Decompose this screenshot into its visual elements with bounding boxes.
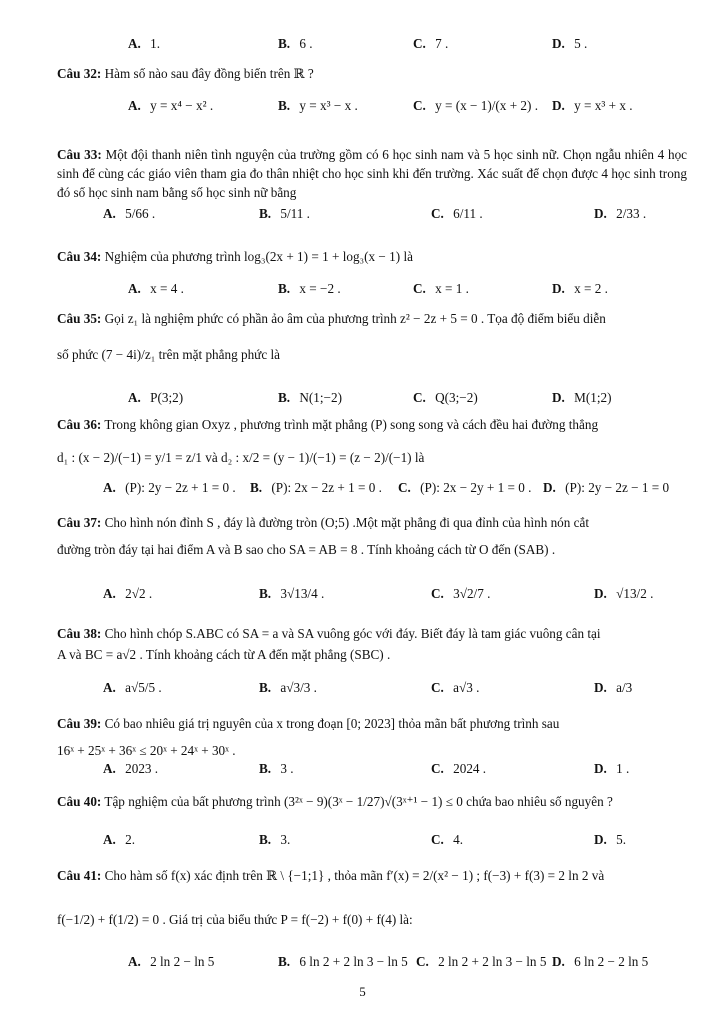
q39-stem-2: [57, 741, 687, 760]
q36-stem-2: [57, 448, 687, 467]
q40-option-b: B. 3.: [259, 832, 291, 847]
q41-option-a: A. 2 ln 2 − ln 5: [128, 954, 215, 969]
q41-text2: f(−1/2) + f(1/2) = 0 . Giá trị của biểu thức P = f(−2) + f(0) + f(4) là:: [57, 912, 413, 927]
q38-stem: [57, 624, 687, 643]
q35-text2: số phức (7 − 4i)/z₁ trên mặt phẳng phức là: [57, 347, 280, 362]
q36-option-b: B. (P): 2x − 2z + 1 = 0 .: [250, 480, 382, 495]
q40-option-d: D. 5.: [594, 832, 627, 847]
q35-option-b: B. N(1;−2): [278, 390, 342, 405]
q33-option-b: B. 5/11 .: [259, 206, 310, 221]
q33-stem: [57, 145, 687, 202]
q38-text1: Cho hình chóp S.ABC có SA = a và SA vuông góc với đáy. Biết đáy là tam giác vuông cân tại: [104, 626, 601, 641]
q35-stem: [57, 309, 687, 328]
q38-option-a: A. a√5/5 .: [103, 680, 162, 695]
q36-text2: d₁ : (x − 2)/(−1) = y/1 = z/1 và d₂ : x/2 = (y − 1)/(−1) = (z − 2)/(−1) là: [57, 450, 425, 465]
q38-options: [0, 680, 725, 704]
q40-text: Tập nghiệm của bất phương trình (3²ˣ − 9)(3ˣ − 1/27)√(3ˣ⁺¹ − 1) ≤ 0 chứa bao nhiêu số nguyên ?: [104, 794, 613, 809]
q40-options: [0, 832, 725, 856]
q37-option-d: D. √13/2 .: [594, 586, 654, 601]
q38-option-d: D. a/3: [594, 680, 633, 695]
q32-option-c: C. y = (x − 1)/(x + 2) .: [413, 98, 539, 113]
q37-stem: [57, 513, 687, 532]
q37-option-c: C. 3√2/7 .: [431, 586, 491, 601]
q37-text2: đường tròn đáy tại hai điểm A và B sao cho SA = AB = 8 . Tính khoảng cách từ O đến (SAB) .: [57, 542, 556, 557]
q36-options: [0, 480, 725, 504]
q35-option-a: A. P(3;2): [128, 390, 184, 405]
q41-option-c: C. 2 ln 2 + 2 ln 3 − ln 5: [416, 954, 547, 969]
q39-option-a: A. 2023 .: [103, 761, 159, 776]
q39-options: [0, 761, 725, 785]
q33-text: Một đội thanh niên tình nguyện của trường gồm có 6 học sinh nam và 5 học sinh nữ. Chọn ngẫu nhiên 4 học sinh để cùng các giáo viên tham gia đo thân nhiệt cho học sinh khi đến trường. Xác suất để chọn được 4 học sinh trong đó số học sinh nam bằng số học sinh nữ bằng: [57, 147, 688, 200]
q36-label: Câu 36:: [57, 417, 102, 432]
q31-option-c: C. 7 .: [413, 36, 449, 51]
q40-label: Câu 40:: [57, 794, 102, 809]
q41-stem: [57, 866, 687, 885]
q36-option-c: C. (P): 2x − 2y + 1 = 0 .: [398, 480, 532, 495]
q37-stem-2: [57, 540, 687, 559]
q39-option-b: B. 3 .: [259, 761, 294, 776]
page-number: 5: [359, 984, 366, 999]
q36-text1: Trong không gian Oxyz , phương trình mặt phẳng (P) song song và cách đều hai đường thẳng: [104, 417, 599, 432]
q31-option-a: A. 1.: [128, 36, 161, 51]
q33-options: [0, 206, 725, 230]
q32-options: [0, 98, 725, 122]
q40-option-c: C. 4.: [431, 832, 464, 847]
q31-option-d: D. 5 .: [552, 36, 588, 51]
q32-option-a: A. y = x⁴ − x² .: [128, 98, 214, 113]
q35-option-c: C. Q(3;−2): [413, 390, 478, 405]
q37-text1: Cho hình nón đỉnh S , đáy là đường tròn (O;5) .Một mặt phẳng đi qua đỉnh của hình nón cắt: [104, 515, 590, 530]
q41-label: Câu 41:: [57, 868, 102, 883]
q39-text2: 16ˣ + 25ˣ + 36ˣ ≤ 20ˣ + 24ˣ + 30ˣ .: [57, 743, 236, 758]
q34-option-c: C. x = 1 .: [413, 281, 469, 296]
q35-label: Câu 35:: [57, 311, 102, 326]
q33-label: Câu 33:: [57, 147, 102, 162]
q37-option-a: A. 2√2 .: [103, 586, 153, 601]
q39-option-d: D. 1 .: [594, 761, 630, 776]
q37-label: Câu 37:: [57, 515, 102, 530]
q34-option-d: D. x = 2 .: [552, 281, 608, 296]
q39-option-c: C. 2024 .: [431, 761, 487, 776]
q34-options: [0, 281, 725, 305]
q32-option-d: D. y = x³ + x .: [552, 98, 633, 113]
q35-option-d: D. M(1;2): [552, 390, 612, 405]
q34-stem: [57, 247, 687, 266]
q32-text: Hàm số nào sau đây đồng biến trên ℝ ?: [104, 66, 314, 81]
q39-label: Câu 39:: [57, 716, 102, 731]
q36-option-d: D. (P): 2y − 2z − 1 = 0: [543, 480, 670, 495]
q39-stem: [57, 714, 687, 733]
q35-options: [0, 390, 725, 414]
q40-option-a: A. 2.: [103, 832, 136, 847]
q33-option-d: D. 2/33 .: [594, 206, 647, 221]
q31-options: [0, 36, 725, 60]
q33-option-a: A. 5/66 .: [103, 206, 156, 221]
q34-option-a: A. x = 4 .: [128, 281, 184, 296]
q36-option-a: A. (P): 2y − 2z + 1 = 0 .: [103, 480, 236, 495]
q32-option-b: B. y = x³ − x .: [278, 98, 358, 113]
q39-text1: Có bao nhiêu giá trị nguyên của x trong đoạn [0; 2023] thỏa mãn bất phương trình sau: [104, 716, 560, 731]
q41-text1: Cho hàm số f(x) xác định trên ℝ \ {−1;1} , thỏa mãn f′(x) = 2/(x² − 1) ; f(−3) + f(3) = 2 ln 2 và: [104, 868, 605, 883]
q38-option-c: C. a√3 .: [431, 680, 480, 695]
q32-stem: [57, 64, 687, 83]
q36-stem: [57, 415, 687, 434]
q40-stem: [57, 792, 687, 811]
q38-label: Câu 38:: [57, 626, 102, 641]
q34-label: Câu 34:: [57, 249, 102, 264]
q34-text: Nghiệm của phương trình log₃(2x + 1) = 1 + log₃(x − 1) là: [104, 249, 413, 264]
q41-stem-2: [57, 910, 687, 929]
q31-option-b: B. 6 .: [278, 36, 313, 51]
q33-option-c: C. 6/11 .: [431, 206, 483, 221]
q38-option-b: B. a√3/3 .: [259, 680, 317, 695]
q37-option-b: B. 3√13/4 .: [259, 586, 325, 601]
q37-options: [0, 586, 725, 610]
q38-stem-2: [57, 645, 687, 664]
q35-stem-2: [57, 345, 687, 364]
q35-text1: Gọi z₁ là nghiệm phức có phần ảo âm của phương trình z² − 2z + 5 = 0 . Tọa độ điểm biểu diễn: [104, 311, 606, 326]
q41-options: [0, 954, 725, 978]
q41-option-b: B. 6 ln 2 + 2 ln 3 − ln 5: [278, 954, 408, 969]
q32-label: Câu 32:: [57, 66, 102, 81]
q38-text2: A và BC = a√2 . Tính khoảng cách từ A đến mặt phẳng (SBC) .: [57, 647, 391, 662]
q41-option-d: D. 6 ln 2 − 2 ln 5: [552, 954, 649, 969]
q34-option-b: B. x = −2 .: [278, 281, 341, 296]
